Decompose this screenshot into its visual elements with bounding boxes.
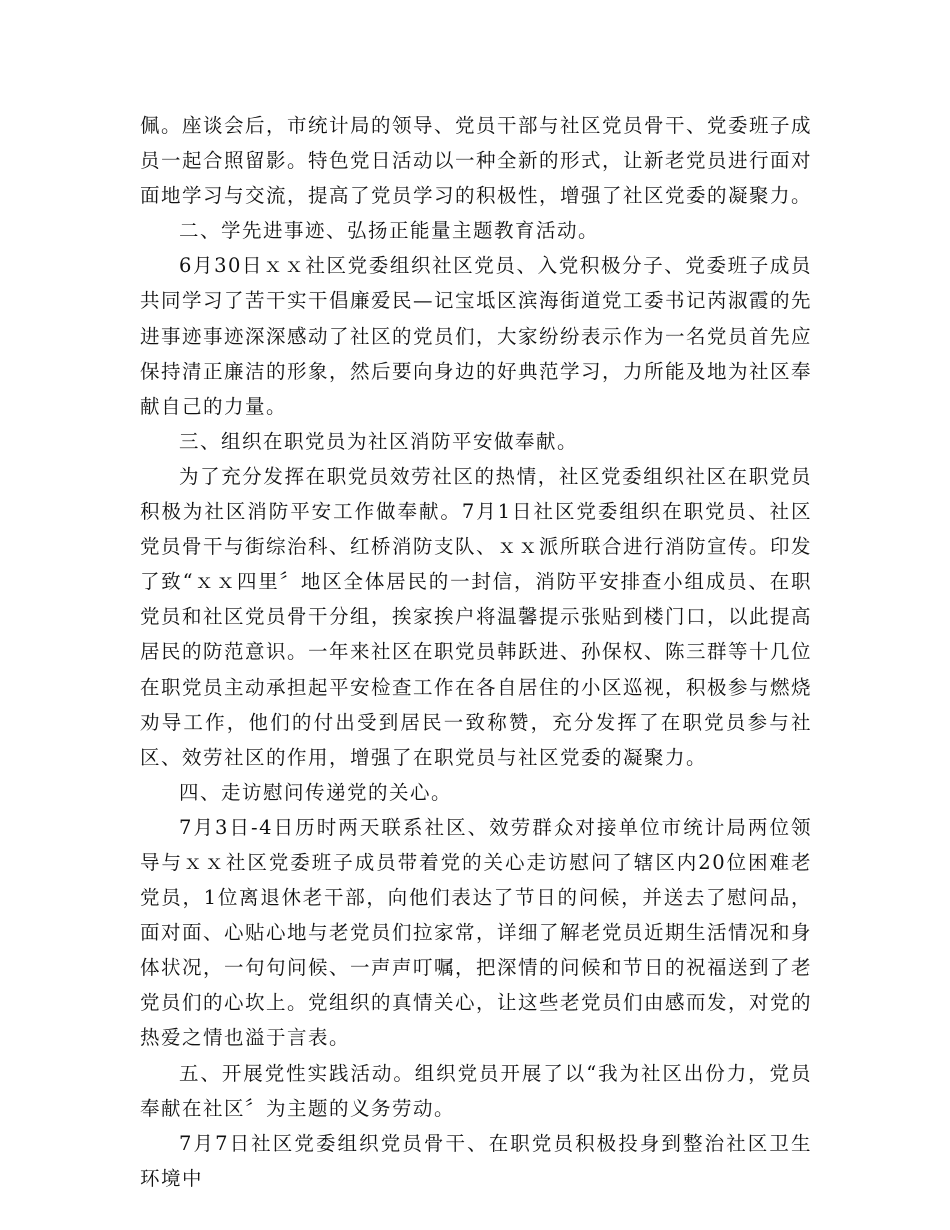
section-heading-5: 五、开展党性实践活动。组织党员开展了以“我为社区出份力，党员奉献在社区〞为主题的义务劳动。 (140, 1061, 812, 1120)
section-heading-4: 四、走访慰问传递党的关心。 (179, 780, 453, 804)
document-body (140, 108, 812, 1196)
section-heading-3: 三、组织在职党员为社区消防平安做奉献。 (179, 429, 579, 453)
paragraph-continuation: 佩。座谈会后，市统计局的领导、党员干部与社区党员骨干、党委班子成员一起合照留影。特色党日活动以一种全新的形式，让新老党员进行面对面地学习与交流，提高了党员学习的积极性，增强了社区党委的凝聚力。 (140, 114, 813, 208)
section-heading-2: 二、学先进事迹、弘扬正能量主题教育活动。 (179, 219, 600, 243)
paragraph-visits: 7月3日-4日历时两天联系社区、效劳群众对接单位市统计局两位领导与ｘｘ社区党委班子成员带着党的关心走访慰问了辖区内20位困难老党员，1位离退休老干部，向他们表达了节日的问候，并送去了慰问品，面对面、心贴心地与老党员们拉家常，详细了解老党员近期生活情况和身体状况，一句句问候、一声声叮嘱，把深情的问候和节日的祝福送到了老党员们的心坎上。党组织的真情关心，让这些老党员们由感而发，对党的热爱之情也溢于言表。 (140, 815, 813, 1050)
paragraph-study-event: 6月30日ｘｘ社区党委组织社区党员、入党积极分子、党委班子成员共同学习了苦干实干倡廉爱民—记宝坻区滨海街道党工委书记芮淑霞的先进事迹事迹深深感动了社区的党员们，大家纷纷表示作为一名党员首先应保持清正廉洁的形象，然后要向身边的好典范学习，力所能及地为社区奉献自己的力量。 (140, 254, 813, 418)
paragraph-cleanup: 7月7日社区党委组织党员骨干、在职党员积极投身到整治社区卫生环境中 (140, 1131, 812, 1190)
paragraph-fire-safety: 为了充分发挥在职党员效劳社区的热情，社区党委组织社区在职党员积极为社区消防平安工作做奉献。7月1日社区党委组织在职党员、社区党员骨干与街综治科、红桥消防支队、ｘｘ派所联合进行消防宣传。印发了致“ｘｘ四里〞地区全体居民的一封信，消防平安排查小组成员、在职党员和社区党员骨干分组，挨家挨户将温馨提示张贴到楼门口，以此提高居民的防范意识。一年来社区在职党员韩跃进、孙保权、陈三群等十几位在职党员主动承担起平安检查工作在各自居住的小区巡视，积极参与燃烧劝导工作，他们的付出受到居民一致称赞，充分发挥了在职党员参与社区、效劳社区的作用，增强了在职党员与社区党委的凝聚力。 (140, 464, 813, 769)
